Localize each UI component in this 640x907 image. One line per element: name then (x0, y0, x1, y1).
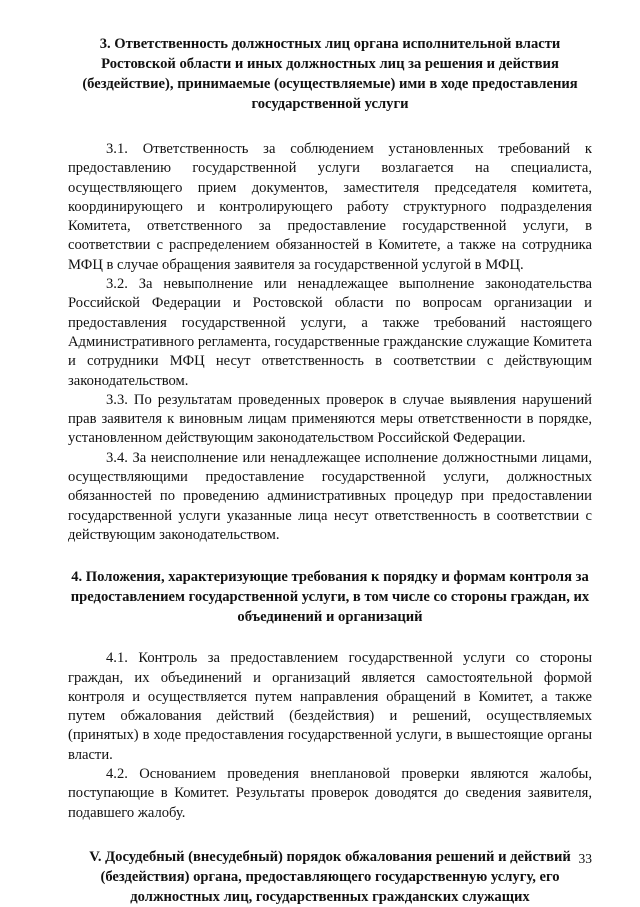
page-number: 33 (578, 851, 592, 866)
paragraph-3-3: 3.3. По результатам проведенных проверок в случае выявления нарушений прав заявителя к виновным лицам применяются меры ответственности в порядке, установленном действующим законодательством Российской Федерации. (68, 391, 592, 447)
section-4-body (68, 649, 592, 823)
document-page (68, 34, 592, 907)
section-3-heading: 3. Ответственность должностных лиц органа исполнительной власти Ростовской области и иных должностных лиц за решения и действия (бездействие), принимаемые (осуществляемые) ими в ходе предоставления государственной услуги (82, 36, 578, 112)
paragraph-3-4: 3.4. За неисполнение или ненадлежащее исполнение должностными лицами, осуществляющими предоставление государственной услуги, должностных обязанностей по проведению административных процедур при предоставлении государственной услуги указанные лица несут ответственность в соответствии с действующим законодательством. (68, 449, 592, 543)
paragraph-3-1: 3.1. Ответственность за соблюдением установленных требований к предоставлению государственной услуги возлагается на специалиста, осуществляющего прием документов, заместителя председателя комитета, координирующего и контролирующего работу структурного подразделения Комитета, ответственного за предоставление государственной услуги, в соответствии с распределением обязанностей в Комитете, а также на сотрудника МФЦ в случае обращения заявителя за государственной услугой в МФЦ. (68, 141, 592, 273)
paragraph-4-2: 4.2. Основанием проведения внеплановой проверки являются жалобы, поступающие в Комитет. Результаты проверок доводятся до сведения заявителя, подавшего жалобу. (68, 766, 592, 821)
paragraph-3-2: 3.2. За невыполнение или ненадлежащее выполнение законодательства Российской Федерации и Ростовской области по вопросам организации и предоставления государственной услуги, а также требований настоящего Административного регламента, государственные гражданские служащие Комитета и сотрудники МФЦ несут ответственность в соответствии с действующим законодательством. (68, 276, 592, 389)
section-4-heading: 4. Положения, характеризующие требования к порядку и формам контроля за предоставлением государственной услуги, в том числе со стороны граждан, их объединений и организаций (70, 569, 590, 626)
paragraph-4-1: 4.1. Контроль за предоставлением государственной услуги со стороны граждан, их объединений и организаций является самостоятельной формой контроля и осуществляется путем направления обращений в Комитет, а также путем обжалования действий (бездействия) и решений, осуществляемых (принятых) в ходе предоставления государственной услуги, в вышестоящие органы власти. (68, 650, 592, 763)
section-3-body (68, 140, 592, 545)
section-5-heading: V. Досудебный (внесудебный) порядок обжалования решений и действий (бездействия) органа, предоставляющего государственную услугу, его должностных лиц, государственных гражданских служащих (89, 848, 571, 905)
